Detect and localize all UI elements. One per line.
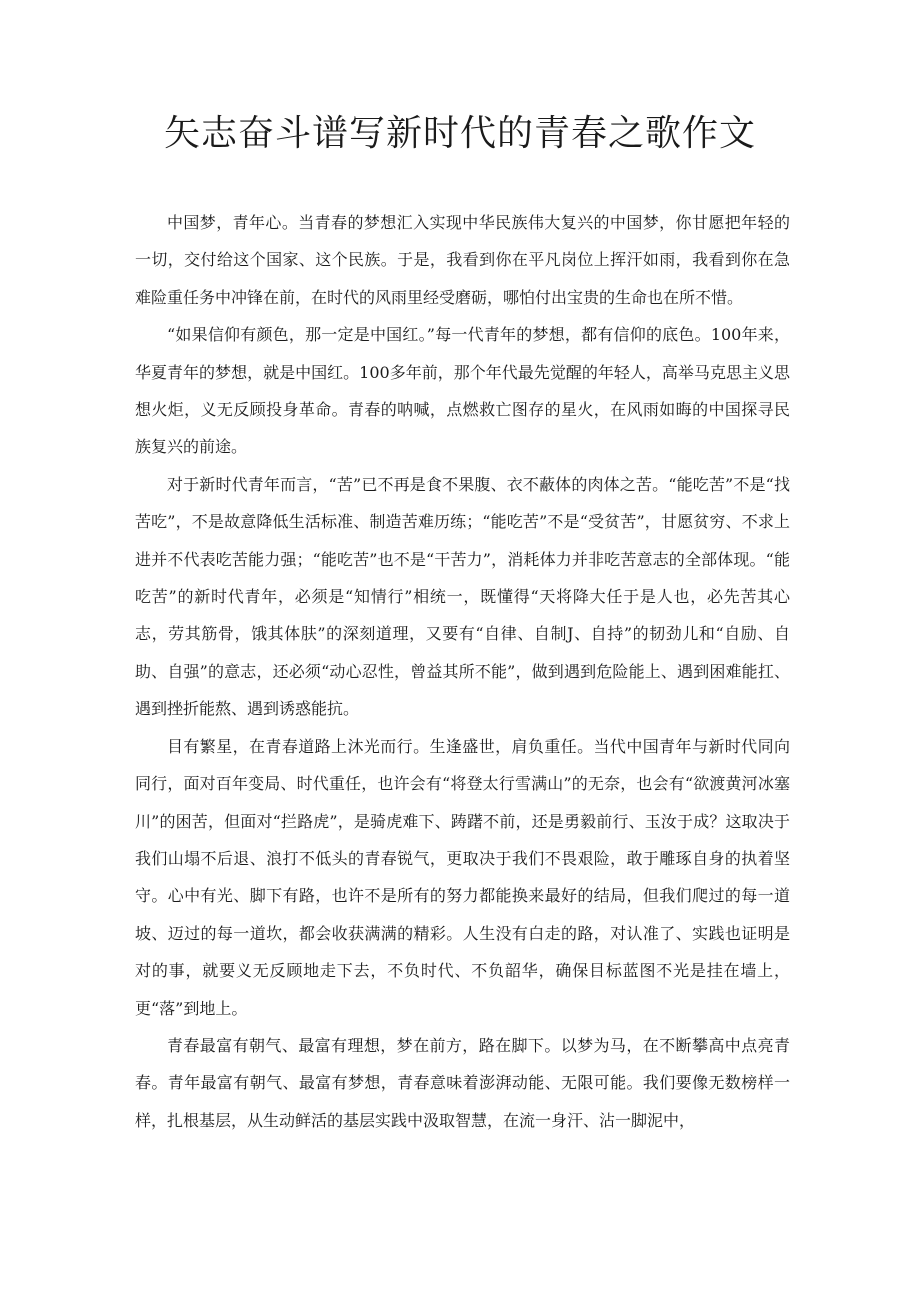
document-body <box>135 204 790 1139</box>
paragraph: “如果信仰有颜色，那一定是中国红。”每一代青年的梦想，都有信仰的底色。100年来，华夏青年的梦想，就是中国红。100多年前，那个年代最先觉醒的年轻人，高举马克思主义思想火炬，义无反顾投身革命。青春的呐喊，点燃救亡图存的星火，在风雨如晦的中国探寻民族复兴的前途。 <box>135 325 790 457</box>
document-title: 矢志奋斗谱写新时代的青春之歌作文 <box>163 113 756 154</box>
paragraph: 对于新时代青年而言，“苦”已不再是食不果腹、衣不蔽体的肉体之苦。“能吃苦”不是“找苦吃”，不是故意降低生活标准、制造苦难历练；“能吃苦”不是“受贫苦”，甘愿贫穷、不求上进并不代表吃苦能力强；“能吃苦”也不是“干苦力”，消耗体力并非吃苦意志的全部体现。“能吃苦”的新时代青年，必须是“知情行”相统一，既懂得“天将降大任于是人也，必先苦其心志，劳其筋骨，饿其体肤”的深刻道理，又要有“自律、自制J、自持”的韧劲儿和“自励、自助、自强”的意志，还必须“动心忍性，曾益其所不能”，做到遇到危险能上、遇到困难能扛、遇到挫折能熬、遇到诱惑能抗。 <box>135 474 790 719</box>
paragraph: 目有繁星，在青春道路上沐光而行。生逢盛世，肩负重任。当代中国青年与新时代同向同行，面对百年变局、时代重任，也许会有“将登太行雪满山”的无奈，也会有“欲渡黄河冰塞川”的困苦，但面对“拦路虎”，是骑虎难下、踌躇不前，还是勇毅前行、玉汝于成？这取决于我们山塌不后退、浪打不低头的青春锐气，更取决于我们不畏艰险，敢于雕琢自身的执着坚守。心中有光、脚下有路，也许不是所有的努力都能换来最好的结局，但我们爬过的每一道坡、迈过的每一道坎，都会收获满满的精彩。人生没有白走的路，对认准了、实践也证明是对的事，就要义无反顾地走下去，不负时代、不负韶华，确保目标蓝图不光是挂在墙上，更“落”到地上。 <box>135 736 790 1018</box>
paragraph: 青春最富有朝气、最富有理想，梦在前方，路在脚下。以梦为马，在不断攀高中点亮青春。青年最富有朝气、最富有梦想，青春意味着澎湃动能、无限可能。我们要像无数榜样一样，扎根基层，从生动鲜活的基层实践中汲取智慧，在流一身汗、沾一脚泥中， <box>135 1035 790 1130</box>
paragraph: 中国梦，青年心。当青春的梦想汇入实现中华民族伟大复兴的中国梦，你甘愿把年轻的一切，交付给这个国家、这个民族。于是，我看到你在平凡岗位上挥汗如雨，我看到你在急难险重任务中冲锋在前，在时代的风雨里经受磨砺，哪怕付出宝贵的生命也在所不惜。 <box>135 213 790 307</box>
